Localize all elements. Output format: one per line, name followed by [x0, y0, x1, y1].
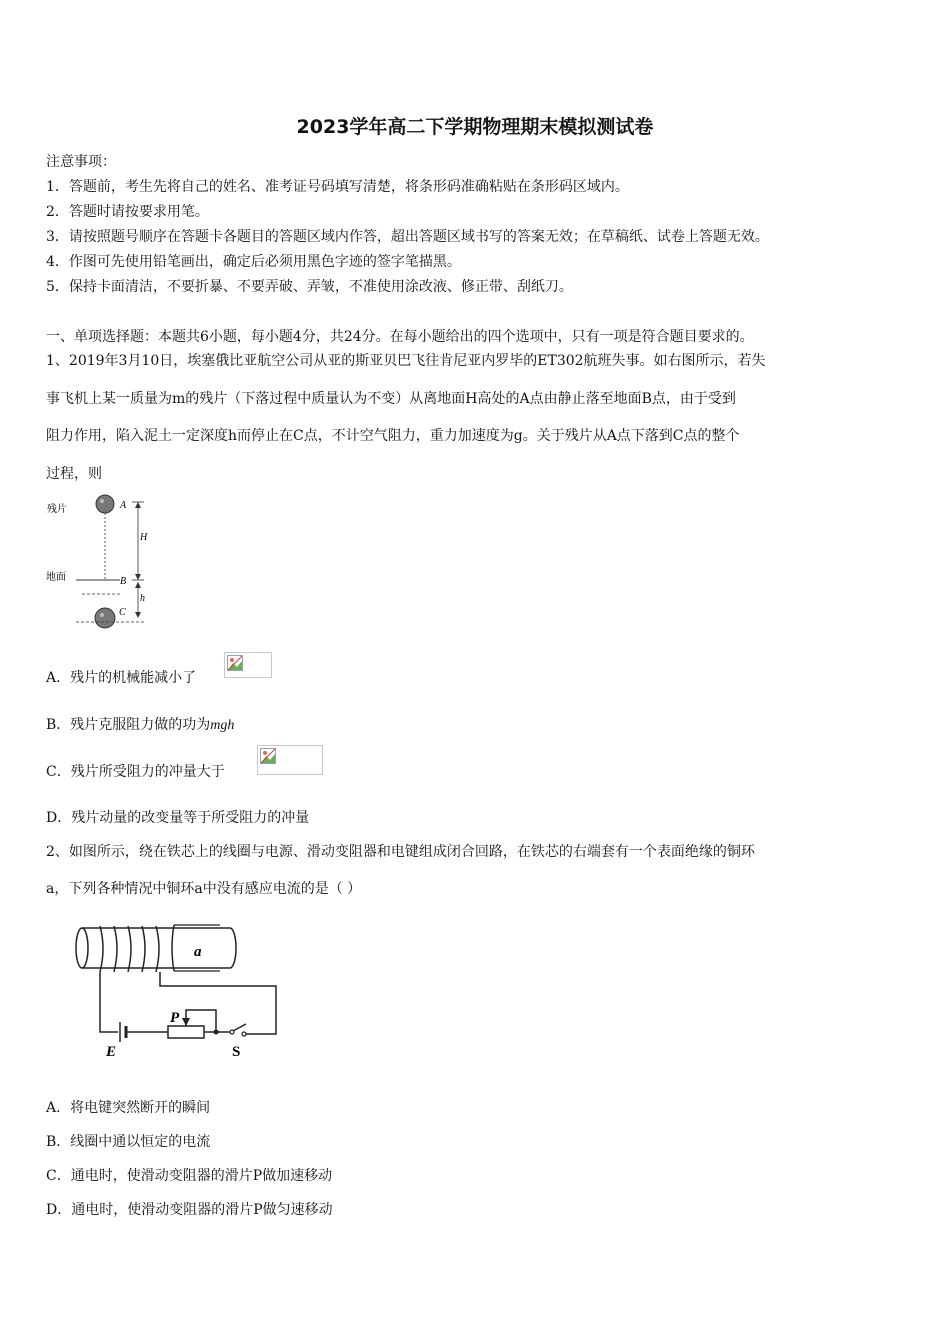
- q1-falling-piece-figure: [42, 488, 172, 633]
- label-piece: 残片: [47, 504, 67, 515]
- label-A: A: [120, 500, 127, 511]
- broken-image-icon: [257, 745, 323, 775]
- notice-item: 4．作图可先使用铅笔画出，确定后必须用黑色字迹的签字笔描黑。: [46, 254, 461, 270]
- q1-stem-line: 事飞机上某一质量为m的残片（下落过程中质量认为不变）从离地面H高处的A点由静止落至地面B点，由于受到: [46, 391, 736, 407]
- label-ground: 地面: [46, 572, 66, 583]
- piece-at-C: [95, 608, 115, 628]
- q2-option-a: A．将电键突然断开的瞬间: [46, 1100, 211, 1116]
- section-heading: 一、单项选择题：本题共6小题，每小题4分，共24分。在每小题给出的四个选项中，只有一项是符合题目要求的。: [46, 329, 754, 345]
- notice-item: 3．请按照题号顺序在答题卡各题目的答题区域内作答，超出答题区域书写的答案无效；在草稿纸、试卷上答题无效。: [46, 229, 769, 245]
- q1-stem-line: 过程，则: [46, 466, 102, 482]
- notice-item: 5．保持卡面清洁，不要折暴、不要弄破、弄皱，不准使用涂改液、修正带、刮纸刀。: [46, 279, 573, 295]
- q1-option-c: [46, 761, 225, 781]
- q1-option-a: [46, 667, 196, 687]
- q2-option-c: C．通电时，使滑动变阻器的滑片P做加速移动: [46, 1168, 333, 1184]
- label-P: P: [170, 1010, 180, 1026]
- q1-option-b-text: B．残片克服阻力做的功为: [46, 717, 211, 733]
- label-h: h: [140, 593, 145, 604]
- notice-item: 2．答题时请按要求用笔。: [46, 204, 209, 220]
- label-S: S: [232, 1044, 241, 1060]
- q1-stem-line: 1、2019年3月10日，埃塞俄比亚航空公司从亚的斯亚贝巴飞往肯尼亚内罗毕的ET302航班失事。如右图所示，若失: [46, 353, 766, 369]
- q1-option-d-text: D．残片动量的改变量等于所受阻力的冲量: [46, 810, 310, 826]
- q1-option-b-math: mgh: [210, 718, 235, 733]
- q1-option-b: [46, 714, 234, 734]
- label-H: H: [140, 532, 148, 543]
- q2-option-b: B．线圈中通以恒定的电流: [46, 1134, 211, 1150]
- broken-image-icon: [224, 652, 272, 678]
- piece-at-A: [96, 495, 114, 513]
- q1-option-a-text: A．残片的机械能减小了: [46, 670, 197, 686]
- q1-option-d: [46, 807, 309, 827]
- q1-option-c-text: C．残片所受阻力的冲量大于: [46, 764, 225, 780]
- label-E: E: [106, 1044, 117, 1060]
- page-title: 2023学年高二下学期物理期末模拟测试卷: [296, 116, 654, 138]
- q2-stem-line: 2、如图所示，绕在铁芯上的线圈与电源、滑动变阻器和电键组成闭合回路，在铁芯的右端套有一个表面绝缘的铜环: [46, 844, 755, 860]
- q2-circuit-figure: [70, 922, 290, 1062]
- label-C: C: [119, 607, 126, 618]
- notice-item: 1．答题前，考生先将自己的姓名、准考证号码填写清楚，将条形码准确粘贴在条形码区域内。: [46, 179, 629, 195]
- q2-stem-line: a，下列各种情况中铜环a中没有感应电流的是（ ）: [46, 881, 362, 897]
- q1-stem-line: 阻力作用，陷入泥土一定深度h而停止在C点，不计空气阻力，重力加速度为g。关于残片从A点下落到C点的整个: [46, 428, 740, 444]
- notice-heading: 注意事项：: [46, 154, 116, 170]
- q2-option-d: D．通电时，使滑动变阻器的滑片P做匀速移动: [46, 1202, 333, 1218]
- label-B: B: [120, 576, 127, 587]
- label-a: a: [194, 944, 202, 960]
